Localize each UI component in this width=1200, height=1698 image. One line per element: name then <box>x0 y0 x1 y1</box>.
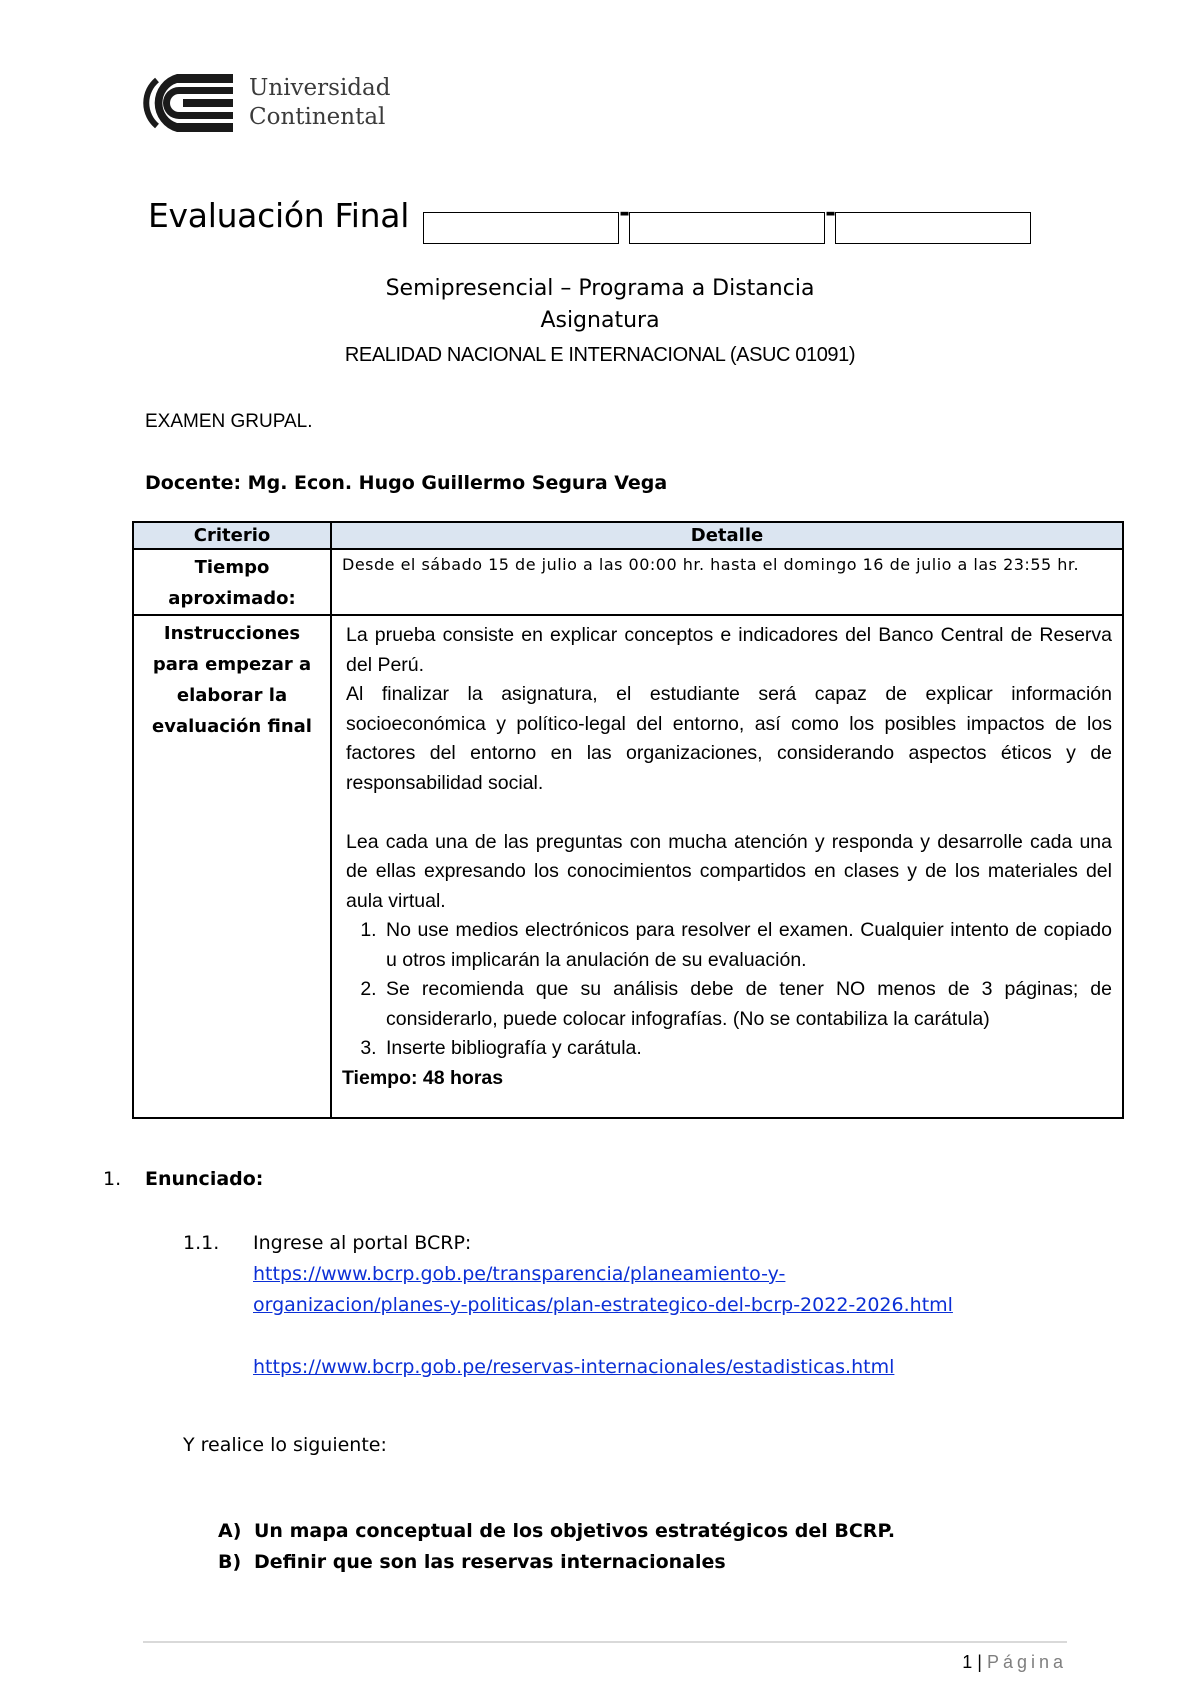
continental-logo-icon <box>143 70 235 136</box>
instruction-paragraph: Al finalizar la asignatura, el estudiante será capaz de explicar información socioeconómica y político-legal del entorno, así como los posibles impactos de los factores del entorno en las organizaciones, considerando aspectos éticos y de responsabilidad social. <box>346 683 1112 794</box>
instruction-paragraph: La prueba consiste en explicar conceptos e indicadores del Banco Central de Reserva del Perú. <box>346 624 1112 676</box>
blank-field-1[interactable] <box>423 212 619 244</box>
exam-type: EXAMEN GRUPAL. <box>145 411 313 432</box>
enunciado-heading <box>103 1168 263 1190</box>
criterio-instrucciones-line: Instrucciones <box>163 623 301 644</box>
footer-divider <box>143 1641 1067 1643</box>
subitem-text: Ingrese al portal BCRP: <box>253 1232 472 1254</box>
subitem-1-1 <box>183 1228 953 1383</box>
instruction-paragraph: Lea cada una de las preguntas con mucha atención y responda y desarrolle cada una de ellas expresando los conocimientos compartidos en clases y de los materiales del aula virtual. <box>346 830 1112 912</box>
logo-text <box>249 74 390 132</box>
bcrp-plan-link[interactable] <box>253 1259 953 1321</box>
link-line: https://www.bcrp.gob.pe/transparencia/planeamiento-y- <box>253 1263 786 1285</box>
bcrp-reservas-link[interactable]: https://www.bcrp.gob.pe/reservas-internacionales/estadisticas.html <box>253 1356 895 1378</box>
header-criterio: Criterio <box>133 522 331 549</box>
criterio-tiempo-line: aproximado: <box>168 588 296 609</box>
criterio-tiempo <box>133 549 331 615</box>
logo-line-1: Universidad <box>249 75 391 101</box>
university-logo <box>143 70 390 136</box>
detalle-tiempo: Desde el sábado 15 de julio a las 00:00 hr. hasta el domingo 16 de julio a las 23:55 hr. <box>331 549 1123 615</box>
logo-line-2: Continental <box>249 104 386 130</box>
title-row <box>148 196 1031 246</box>
asignatura-label: Asignatura <box>540 308 660 333</box>
criteria-table <box>132 521 1124 1119</box>
instruction-list <box>346 916 1112 1064</box>
docente: Docente: Mg. Econ. Hugo Guillermo Segura Vega <box>145 472 668 494</box>
table-header-row <box>133 522 1123 549</box>
list-item: 3. Inserte bibliografía y carátula. <box>382 1034 1112 1064</box>
subtitle: Semipresencial – Programa a Distancia <box>385 276 815 301</box>
task-text: Un mapa conceptual de los objetivos estratégicos del BCRP. <box>254 1520 896 1542</box>
course-name: REALIDAD NACIONAL E INTERNACIONAL (ASUC 01091) <box>344 344 856 366</box>
page-title: Evaluación Final <box>148 196 410 235</box>
criterio-instrucciones-line: evaluación final <box>152 716 312 737</box>
footer-separator: | <box>977 1652 982 1672</box>
list-item <box>218 1516 895 1547</box>
tiempo-total: Tiempo: 48 horas <box>342 1066 504 1089</box>
page-label: Página <box>986 1652 1067 1672</box>
detalle-instrucciones <box>331 615 1123 1118</box>
criterio-instrucciones-line: para empezar a <box>152 654 312 675</box>
page-number: 1 <box>962 1652 973 1672</box>
link-line: organizacion/planes-y-politicas/plan-estrategico-del-bcrp-2022-2026.html <box>253 1294 953 1316</box>
criterio-tiempo-line: Tiempo <box>194 557 270 578</box>
list-item <box>218 1547 895 1578</box>
subitem-number: 1.1. <box>183 1232 220 1254</box>
blank-field-2[interactable] <box>629 212 825 244</box>
criterio-instrucciones-line: elaborar la <box>176 685 288 706</box>
page-footer <box>962 1652 1067 1673</box>
table-row <box>133 549 1123 615</box>
table-row <box>133 615 1123 1118</box>
title-separator-1: - <box>619 198 630 228</box>
enunciado-number: 1. <box>103 1168 122 1190</box>
task-letter: B) <box>218 1551 242 1573</box>
task-letter: A) <box>218 1520 242 1542</box>
blank-field-3[interactable] <box>835 212 1031 244</box>
header-detalle: Detalle <box>331 522 1123 549</box>
list-item: 1. No use medios electrónicos para resolver el examen. Cualquier intento de copiado u otros implicarán la anulación de su evaluación. <box>382 916 1112 975</box>
title-separator-2: - <box>825 198 836 228</box>
criterio-instrucciones <box>133 615 331 1118</box>
task-list <box>218 1516 895 1578</box>
list-item: 2. Se recomienda que su análisis debe de tener NO menos de 3 páginas; de considerarlo, puede colocar infografías. (No se contabiliza la carátula) <box>382 975 1112 1034</box>
enunciado-label: Enunciado: <box>145 1168 264 1190</box>
task-text: Definir que son las reservas internacionales <box>254 1551 726 1573</box>
realice-text: Y realice lo siguiente: <box>183 1434 387 1456</box>
